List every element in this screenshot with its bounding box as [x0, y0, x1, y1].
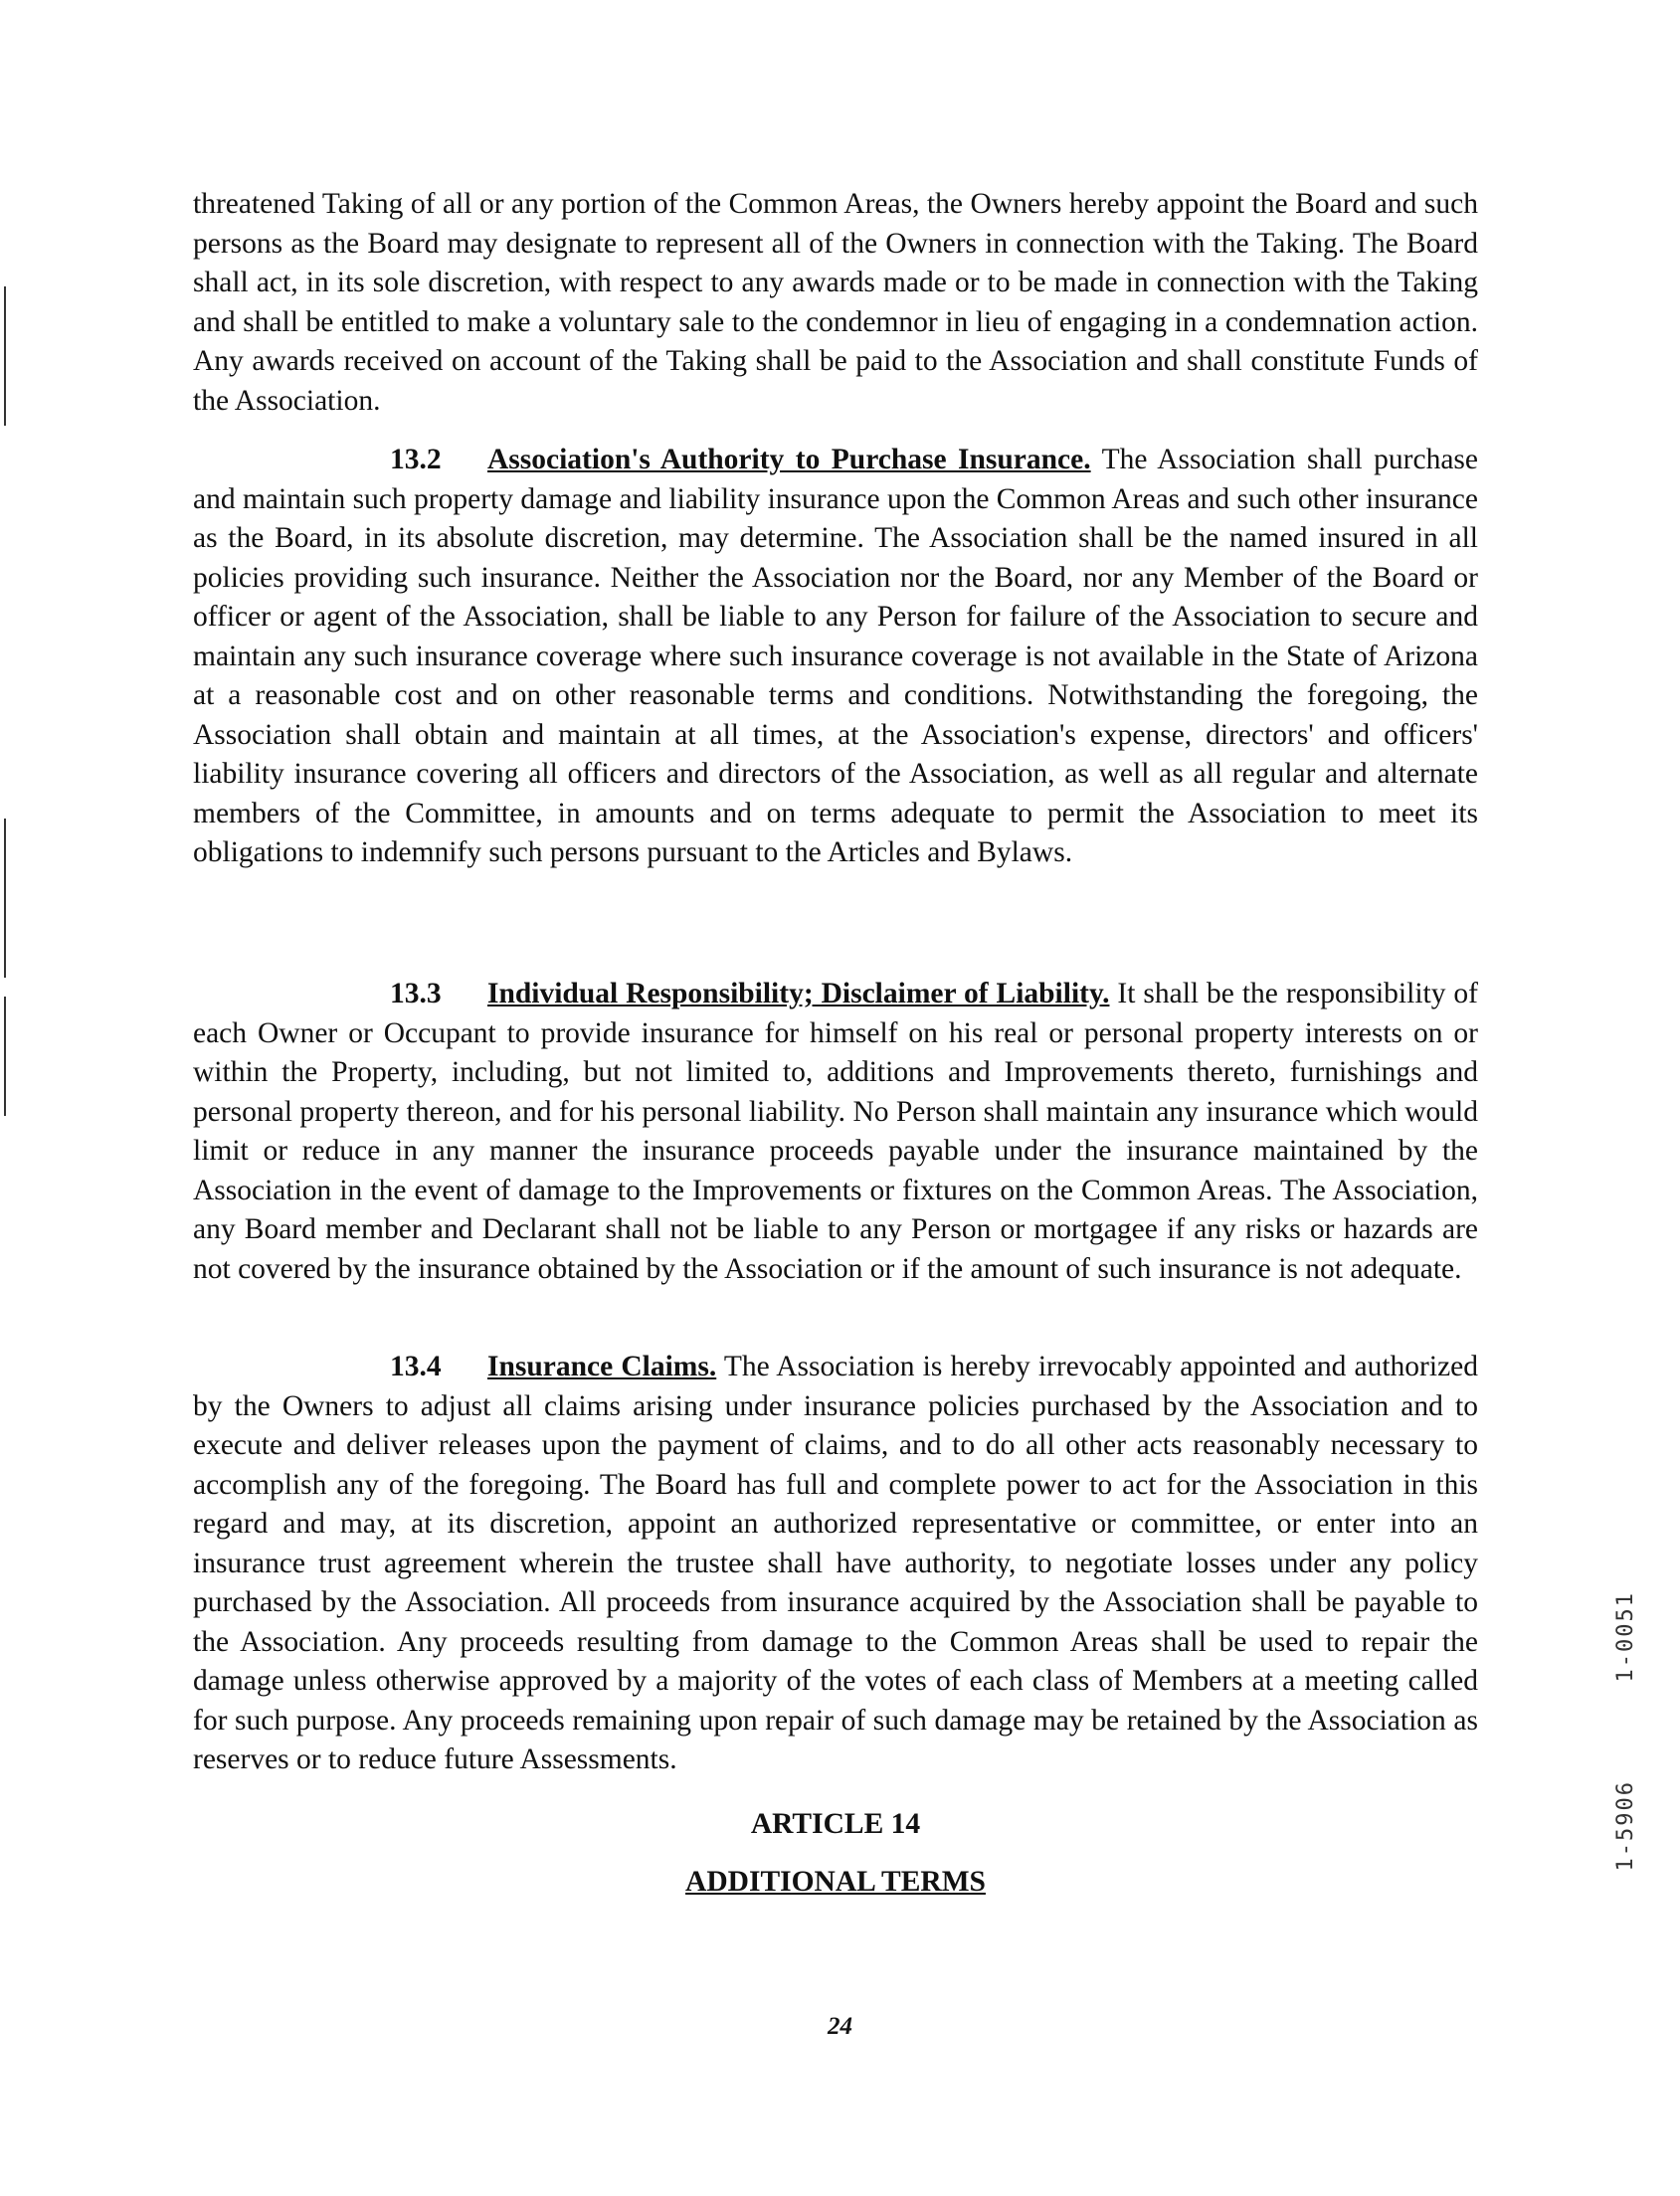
continuation-text: threatened Taking of all or any portion of the Common Areas, the Owners hereby appoint the Board and such persons as the Board may designate to represent all of the Owners in connection with the Taking. The Board shall act, in its sole discretion, with respect to any awards made or to be made in connection with the Taking and shall be entitled to make a voluntary sale to the condemnor in lieu of engaging in a condemnation action. Any awards received on account of the Taking shall be paid to the Association and shall constitute Funds of the Association. [193, 188, 1478, 417]
scan-mark [4, 286, 6, 426]
section-body: The Association shall purchase and maintain such property damage and liability insurance upon the Common Areas and such other insurance as the Board, in its absolute discretion, may determine. The Association shall be the named insured in all policies providing such insurance. Neither the Association nor the Board, nor any Member of the Board or officer or agent of the Association, shall be liable to any Person for failure of the Association to secure and maintain any such insurance coverage where such insurance coverage is not available in the State of Arizona at a reasonable cost and on other reasonable terms and conditions. Notwithstanding the foregoing, the Association shall obtain and maintain at all times, at the Association's expense, directors' and officers' liability insurance covering all officers and directors of the Association, as well as all regular and alternate members of the Committee, in amounts and on terms adequate to permit the Association to meet its obligations to indemnify such persons pursuant to the Articles and Bylaws. [193, 444, 1479, 868]
recording-stamp-line1: 1-0051 [1613, 1591, 1638, 1683]
article-number: ARTICLE 14 [750, 1808, 921, 1840]
recording-stamp-line2: 1-5906 [1613, 1780, 1638, 1872]
page-number: 24 [828, 2013, 852, 2040]
section-heading: Association's Authority to Purchase Insurance. [487, 444, 1091, 475]
section-number: 13.2 [390, 444, 442, 475]
section-number: 13.3 [390, 978, 442, 1009]
section-13-4 [193, 1348, 1478, 1780]
section-body: The Association is hereby irrevocably appointed and authorized by the Owners to adjust all claims arising under insurance policies purchased by the Association and to execute and deliver releases upon the payment of claims, and to do all other acts reasonably necessary to accomplish any of the foregoing. The Board has full and complete power to act for the Association in this regard and may, at its discretion, appoint an authorized representative or committee, or enter into an insurance trust agreement wherein the trustee shall have authority, to negotiate losses under any policy purchased by the Association. All proceeds from insurance acquired by the Association shall be payable to the Association. Any proceeds resulting from damage to the Common Areas shall be used to repair the damage unless otherwise approved by a majority of the votes of each class of Members at a meeting called for such purpose. Any proceeds remaining upon repair of such damage may be retained by the Association as reserves or to reduce future Assessments. [193, 1351, 1479, 1775]
scan-mark [4, 997, 6, 1116]
section-number: 13.4 [390, 1351, 442, 1382]
section-heading: Insurance Claims. [487, 1351, 717, 1382]
article-title: ADDITIONAL TERMS [685, 1866, 986, 1898]
continuation-paragraph [193, 185, 1478, 421]
section-13-3 [193, 975, 1478, 1289]
scan-mark [4, 819, 6, 978]
section-13-2 [193, 441, 1478, 873]
section-body: It shall be the responsibility of each Owner or Occupant to provide insurance for himself on his real or personal property interests on or within the Property, including, but not limited to, additions and Improvements thereto, furnishings and personal property thereon, and for his personal liability. No Person shall maintain any insurance which would limit or reduce in any manner the insurance proceeds payable under the insurance maintained by the Association in the event of damage to the Improvements or fixtures on the Common Areas. The Association, any Board member and Declarant shall not be liable to any Person or mortgagee if any risks or hazards are not covered by the insurance obtained by the Association or if the amount of such insurance is not adequate. [193, 978, 1478, 1285]
section-heading: Individual Responsibility; Disclaimer of Liability. [487, 978, 1110, 1009]
